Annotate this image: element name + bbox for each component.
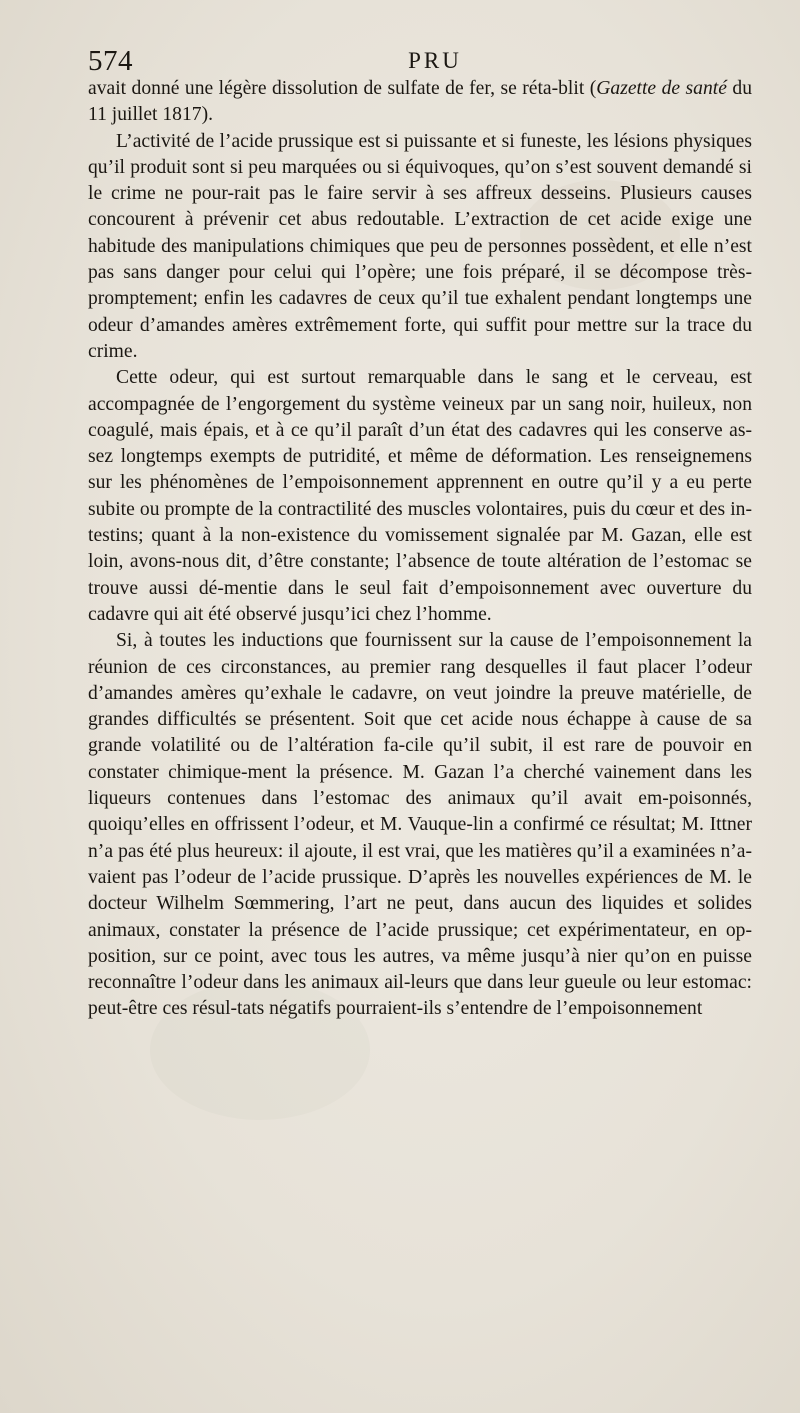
journal-title: Gazette de santé [596,78,727,99]
paragraph-4: Si, à toutes les inductions que fournissent sur la cause de l’empoisonnement la réunion de ces circonstances, au premier rang desquelles il faut placer l’odeur d’amandes amères qu’exhale le cadavre, on veut joindre la preuve matérielle, de grandes difficultés se présentent. Soit que cet acide nous échappe à cause de sa grande volatilité ou de l’altération fa-cile qu’il subit, il est rare de pouvoir en constater chimique-ment la présence. M. Gazan l’a cherché vainement dans les liqueurs contenues dans l’estomac des animaux qu’il avait em-poisonnés, quoiqu’elles en offrissent l’odeur, et M. Vauque-lin a confirmé ce résultat; M. Ittner n’a pas été plus heureux: il ajoute, il est vrai, que les matières qu’il a examinées n’a-vaient pas l’odeur de l’acide prussique. D’après les nouvelles expériences de M. le docteur Wilhelm Sœmmering, l’art ne peut, dans aucun des liquides et solides animaux, constater la présence de l’acide prussique; cet expérimentateur, en op-position, sur ce point, avec tous les autres, va même jusqu’à nier qu’on en puisse reconnaître l’odeur dans les animaux ail-leurs que dans leur gueule ou leur estomac: peut-être ces résul-tats négatifs pourraient-ils s’entendre de l’empoisonnement [88,630,752,1020]
running-head: PRU [408,48,462,73]
paragraph-1-before: avait donné une légère dissolution de sulfate de fer, se réta-blit ( [88,78,597,99]
paragraph-1 [88,76,752,129]
body-text [88,76,752,1023]
paragraph-2: L’activité de l’acide prussique est si puissante et si funeste, les lésions physiques qu’il produit sont si peu marquées ou si équivoques, qu’on s’est souvent demandé si le crime ne pour-rait pas le faire servir à ses affreux desseins. Plusieurs causes concourent à prévenir cet abus redoutable. L’extraction de cet acide exige une habitude des manipulations chimiques que peu de personnes possèdent, et elle n’est pas sans danger pour celui qui l’opère; une fois préparé, il se décompose très-promptement; enfin les cadavres de ceux qu’il tue exhalent pendant longtemps une odeur d’amandes amères extrêmement forte, qui suffit pour mettre sur la trace du crime. [88,130,752,362]
paragraph-1-after: du 11 juillet 1817). [88,78,752,126]
paragraph-3: Cette odeur, qui est surtout remarquable dans le sang et le cerveau, est accompagnée de l’engorgement du système veineux par un sang noir, huileux, non coagulé, mais épais, et à ce qu’il paraît d’un état des cadavres qui les conserve as-sez longtemps exempts de putridité, et même de déformation. Les renseignemens sur les phénomènes de l’empoisonnement apprennent en outre qu’il y a eu perte subite ou prompte de la contractilité des muscles volontaires, puis du cœur et des in-testins; quant à la non-existence du vomissement signalée par M. Gazan, elle est loin, avons-nous dit, d’être constante; l’absence de toute altération de l’estomac se trouve aussi dé-mentie dans le seul fait d’empoisonnement avec ouverture du cadavre qui ait été observé jusqu’ici chez l’homme. [88,367,752,625]
page-number: 574 [88,45,133,77]
page-header [88,42,752,80]
